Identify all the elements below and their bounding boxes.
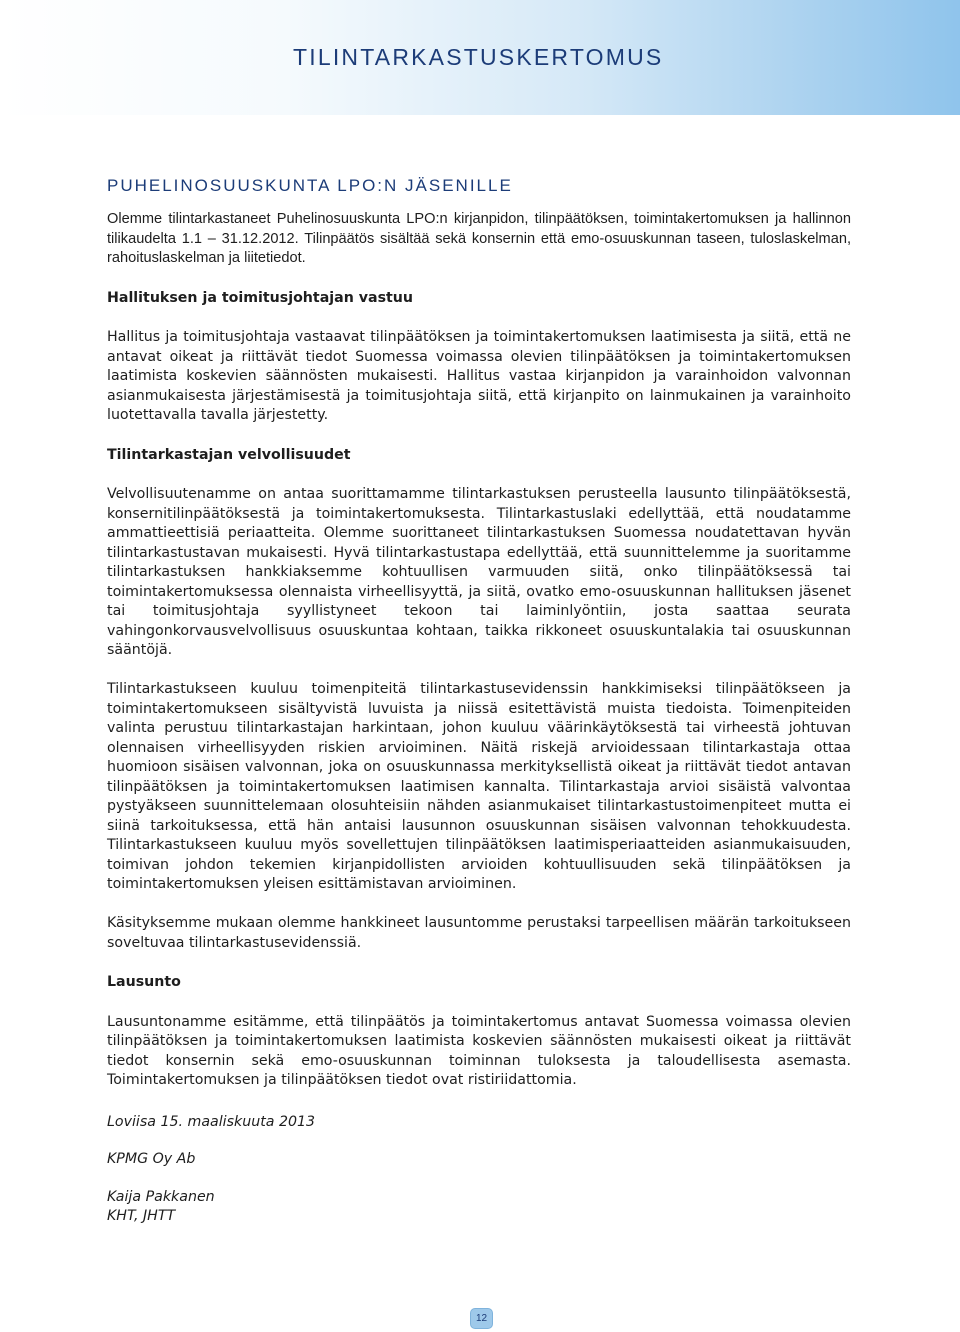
signature-place-date: Loviisa 15. maaliskuuta 2013 [107, 1113, 316, 1130]
report-title: PUHELINOSUUSKUNTA LPO:N JÄSENILLE [107, 176, 513, 195]
intro-paragraph: Olemme tilintarkastaneet Puhelinosuuskunta LPO:n kirjanpidon, tilinpäätöksen, toimintakertomuksen ja hallinnon tilikaudelta 1.1 – 31.12.2012. Tilinpäätös sisältää sekä konsernin että emo-osuuskunnan taseen, tuloslaskelman, rahoituslaskelman ja liitetiedot. [107, 211, 851, 266]
responsibility-paragraph: Hallitus ja toimitusjohtaja vastaavat tilinpäätöksen ja toimintakertomuksen laatimisesta ja siitä, että ne antavat oikeat ja riittävät tiedot Suomessa voimassa olevien tilinpäätöksen ja toimintakertomuksen laatimista koskevien säännösten mukaisesti. Hallitus vastaa kirjanpidon ja varainhoidon valvonnan asianmukaisesta järjestämisestä ja toimitusjohtaja siitä, että kirjanpito on lainmukainen ja varainhoito luotettavalla tavalla järjestetty. [107, 329, 851, 423]
section-heading-opinion: Lausunto [107, 974, 181, 990]
signature-firm: KPMG Oy Ab [107, 1151, 196, 1167]
page-number: 12 [470, 1308, 493, 1329]
opinion-paragraph: Lausuntonamme esitämme, että tilinpäätös ja toimintakertomus antavat Suomessa voimassa olevien tilinpäätöksen ja toimintakertomuksen laatimista koskevien säännösten mukaisesti oikeat ja riittävät tiedot konsernin sekä emo-osuuskunnan toiminnan tuloksesta ja taloudellisesta asemasta. Toimintakertomuksen ja tilinpäätöksen tiedot ovat ristiriidattomia. [107, 1013, 851, 1088]
auditor-duties-paragraph-2: Tilintarkastukseen kuuluu toimenpiteitä tilintarkastusevidenssin hankkimiseksi tilinpäätökseen ja toimintakertomukseen sisältyvistä luvuista ja niissä esitettävistä muista tiedoista. Toimenpiteiden valinta perustuu tilintarkastajan harkintaan, johon kuuluu väärinkäytöksestä tai virheestä johtuvan olennaisen virheellisyyden riskien arvioiminen. Näitä riskejä arvioidessaan tilintarkastaja ottaa huomioon sisäisen valvonnan, joka on osuuskunnassa merkityksellistä oikeat ja riittävät tiedot antavan tilinpäätöksen ja toimintakertomuksen laatimisen kannalta. Tilintarkastaja arvioi sisäistä valvontaa pystyäkseen suunnittelemaan olosuhteisiin nähden asianmukaiset tilintarkastustoimenpiteet mutta ei siinä tarkoituksessa, että hän antaisi lausunnon osuuskunnan sisäisen valvonnan tehokkuudesta. Tilintarkastukseen kuuluu myös sovellettujen tilinpäätöksen laatimisperiaatteiden asianmukaisuuden, toimivan johdon tekemien kirjanpidollisten arvioiden kohtuullisuuden sekä tilinpäätöksen ja toimintakertomuksen yleisen esittämistavan arvioiminen. [107, 681, 851, 892]
report-body [107, 176, 851, 1227]
auditor-duties-paragraph-3: Käsityksemme mukaan olemme hankkineet lausuntomme perustaksi tarpeellisen määrän tarkoitukseen soveltuvaa tilintarkastusevidenssiä. [107, 915, 851, 951]
signature-block [107, 1091, 851, 1227]
signature-credentials: KHT, JHTT [107, 1208, 176, 1224]
auditor-duties-paragraph-1: Velvollisuutenamme on antaa suorittamamme tilintarkastuksen perusteella lausunto tilinpäätöksestä, konsernitilinpäätöksestä ja toimintakertomuksesta. Tilintarkastuslaki edellyttää, että noudatamme ammattieettisiä periaatteita. Olemme suorittaneet tilintarkastuksen Suomessa noudatettavan hyvän tilintarkastustavan mukaisesti. Hyvä tilintarkastustapa edellyttää, että suunnittelemme ja suoritamme tilintarkastuksen hankkiaksemme kohtuullisen varmuuden siitä, onko tilinpäätöksessä tai toimintakertomuksessa olennaista virheellisyyttä, ja siitä, ovatko emo-osuuskunnan hallituksen jäsenet tai toimitusjohtaja syyllistyneet tekoon tai laiminlyöntiin, josta saattaa seurata vahingonkorvausvelvollisuus osuuskuntaa kohtaan, taikka rikkoneet osuuskuntalakia tai osuuskunnan sääntöjä. [107, 486, 851, 658]
signature-name: Kaija Pakkanen [107, 1188, 215, 1205]
section-heading-auditor-duties: Tilintarkastajan velvollisuudet [107, 446, 351, 463]
page-header-title: TILINTARKASTUSKERTOMUS [293, 44, 664, 70]
section-heading-responsibility: Hallituksen ja toimitusjohtajan vastuu [107, 289, 413, 306]
